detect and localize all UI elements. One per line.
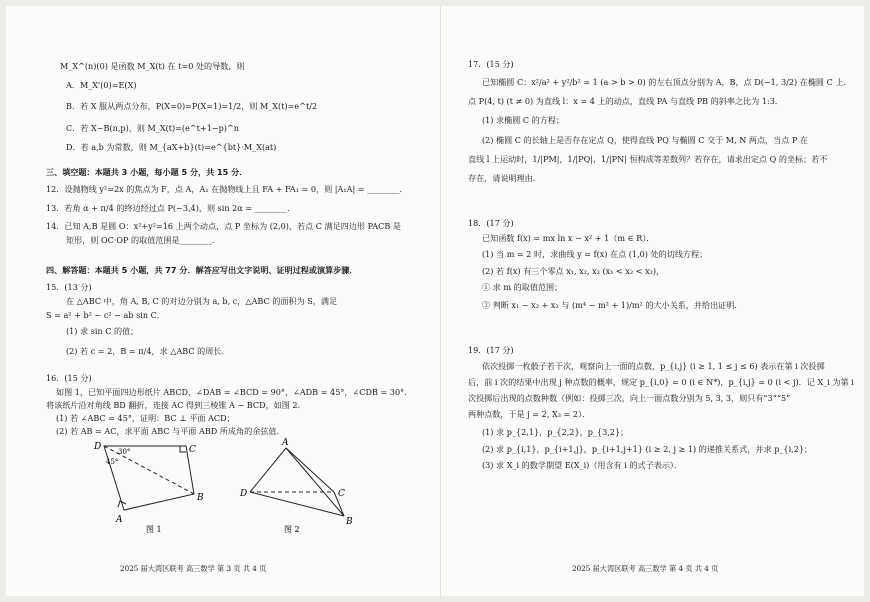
question-18-part2-sub1: ① 求 m 的取值范围；	[482, 282, 563, 292]
question-12: 12．设抛物线 y²=2x 的焦点为 F，点 A，A₁ 在抛物线上且 FA + FA₁ = 0，则 |A₁A| = ________．	[46, 184, 408, 194]
question-18-part1: (1) 当 m = 2 时，求曲线 y = f(x) 在点 (1,0) 处的切线方程；	[482, 249, 708, 259]
question-17-text: 已知椭圆 C：x²/a² + y²/b² = 1 (a > b > 0) 的左右顶点分别为 A，B，点 D(−1, 3/2) 在椭圆 C 上.	[482, 77, 847, 87]
page-footer: 2025 届大湾区联考 高三数学 第 4 页 共 4 页	[572, 564, 719, 573]
question-19-part1: (1) 求 p_{2,1}，p_{2,2}，p_{3,2}；	[482, 427, 629, 437]
question-15-text: 在 △ABC 中，角 A, B, C 的对边分别为 a, b, c，△ABC 的面积为 S，满足	[66, 296, 338, 306]
option-b: B．若 X 服从两点分布，P(X=0)=P(X=1)=1/2，则 M_X(t)=e^t/2	[66, 101, 318, 111]
question-16-title: 16．(15 分)	[46, 373, 92, 383]
label-d: D	[240, 489, 248, 499]
question-17-part2-cont: 直线 l 上运动时，1/|PM|，1/|PQ|，1/|PN| 恒构成等差数列？若存在，请求出定点 Q 的坐标；若不	[468, 154, 828, 164]
caption-fig1: 图 1	[146, 525, 162, 534]
question-14-cont: 矩形，则 OC·OP 的取值范围是________．	[66, 235, 221, 245]
text-line: M_X^(n)(0) 是函数 M_X(t) 在 t=0 处的导数，则	[60, 61, 245, 71]
question-17-title: 17．(15 分)	[468, 59, 514, 69]
question-17-part2: (2) 椭圆 C 的长轴上是否存在定点 Q，使得直线 PQ 与椭圆 C 交于 M, N 两点，当点 P 在	[482, 135, 809, 145]
question-15-title: 15．(13 分)	[46, 282, 92, 292]
question-18-text: 已知函数 f(x) = mx ln x − x² + 1（m ∈ R）．	[482, 233, 655, 243]
question-19-part3: (3) 求 X_i 的数学期望 E(X_i)（用含有 i 的式子表示）．	[482, 460, 683, 470]
question-15-text: S = a² + b² − c² − ab sin C．	[46, 310, 165, 320]
label-b: B	[197, 493, 204, 503]
page-footer: 2025 届大湾区联考 高三数学 第 3 页 共 4 页	[120, 564, 267, 573]
label-a: A	[116, 515, 123, 525]
edge-ad	[250, 448, 286, 492]
section-heading-fill-in: 三、填空题：本题共 3 小题，每小题 5 分，共 15 分．	[46, 167, 248, 177]
section-heading-answers: 四、解答题：本题共 5 小题，共 77 分．解答应写出文字说明、证明过程或演算步骤．	[46, 265, 358, 275]
question-17-part2-cont: 存在，请说明理由．	[468, 173, 541, 183]
label-b: B	[346, 517, 353, 527]
option-c: C．若 X~B(n,p)，则 M_X(t)=(e^t+1−p)^n	[66, 123, 239, 133]
question-16-part1: (1) 若 ∠ABC = 45°，证明：BC ⊥ 平面 ACD；	[56, 413, 235, 423]
question-19-text: 依次投掷一枚骰子若干次，观察向上一面的点数，p_{i,j} (i ≥ 1, 1 ≤ j ≤ 6) 表示在第 i 次投掷	[482, 361, 825, 371]
angle-30: 30°	[118, 448, 131, 456]
edge-ac	[286, 448, 334, 492]
question-19-text: 次投掷后出现的点数种数（例如：投掷三次，向上一面点数分别为 5, 3, 3，则只有“3”“5”	[468, 393, 791, 403]
exam-sheet	[6, 6, 864, 596]
option-d: D．若 a,b 为常数，则 M_{aX+b}(t)=e^{bt}·M_X(at)	[66, 142, 277, 152]
question-16-text: 将该纸片沿对角线 BD 翻折，连接 AC 得到三棱锥 A − BCD，如图 2．	[46, 400, 306, 410]
question-15-part1: (1) 求 sin C 的值；	[66, 326, 139, 336]
label-d: D	[94, 442, 102, 452]
right-angle-c	[180, 446, 186, 452]
question-18-part2-sub2: ② 判断 x₁ − x₂ + x₃ 与 (m⁴ − m² + 1)/m² 的大小关系，并给出证明．	[482, 300, 743, 310]
question-13: 13．若角 α + π/4 的终边经过点 P(−3,4)，则 sin 2α = ________．	[46, 203, 296, 213]
page-fold	[440, 6, 441, 596]
question-17-part1: (1) 求椭圆 C 的方程；	[482, 115, 565, 125]
question-18-title: 18．(17 分)	[468, 218, 514, 228]
edge-ab	[286, 448, 344, 516]
question-19-text: 后，前 i 次的结果中出现 j 种点数的概率，规定 p_{i,0} = 0 (i ∈ N*)，p_{i,j} = 0 (i < j)．记 X_i 为第 i	[468, 377, 854, 387]
question-19-text: 两种点数，于是 j = 2, X₃ = 2）．	[468, 409, 591, 419]
option-a: A．M_X'(0)=E(X)	[66, 80, 137, 90]
question-14: 14．已知 A,B 是圆 O：x²+y²=16 上两个动点，点 P 坐标为 (2,0)，若点 C 满足四边形 PACB 是	[46, 221, 401, 231]
caption-fig2: 图 2	[284, 525, 300, 534]
question-16-part2: (2) 若 AB = AC，求平面 ABC 与平面 ABD 所成角的余弦值．	[56, 426, 285, 436]
angle-45: 45°	[106, 458, 119, 466]
figure-1	[90, 434, 230, 540]
label-c: C	[189, 445, 196, 455]
question-15-part2: (2) 若 c = 2，B = π/4，求 △ABC 的周长．	[66, 346, 230, 356]
edge-db	[250, 492, 344, 516]
figure-2	[236, 434, 366, 540]
question-16-text: 如图 1，已知平面四边形纸片 ABCD，∠DAB = ∠BCD = 90°，∠ADB = 45°，∠CDB = 30°．	[56, 387, 413, 397]
question-17-text: 点 P(4, t) (t ≠ 0) 为直线 l：x = 4 上的动点，直线 PA 与直线 PB 的斜率之比为 1:3．	[468, 96, 783, 106]
label-a: A	[282, 438, 289, 448]
question-18-part2: (2) 若 f(x) 有三个零点 x₁, x₂, x₃ (x₁ < x₂ < x₃)，	[482, 266, 665, 276]
question-19-part2: (2) 求 p_{i,1}，p_{i+1,j}，p_{i+1,j+1} (i ≥ 2, j ≥ 1) 的递推关系式，并求 p_{i,2}；	[482, 444, 813, 454]
label-c: C	[338, 489, 345, 499]
question-19-title: 19．(17 分)	[468, 345, 514, 355]
